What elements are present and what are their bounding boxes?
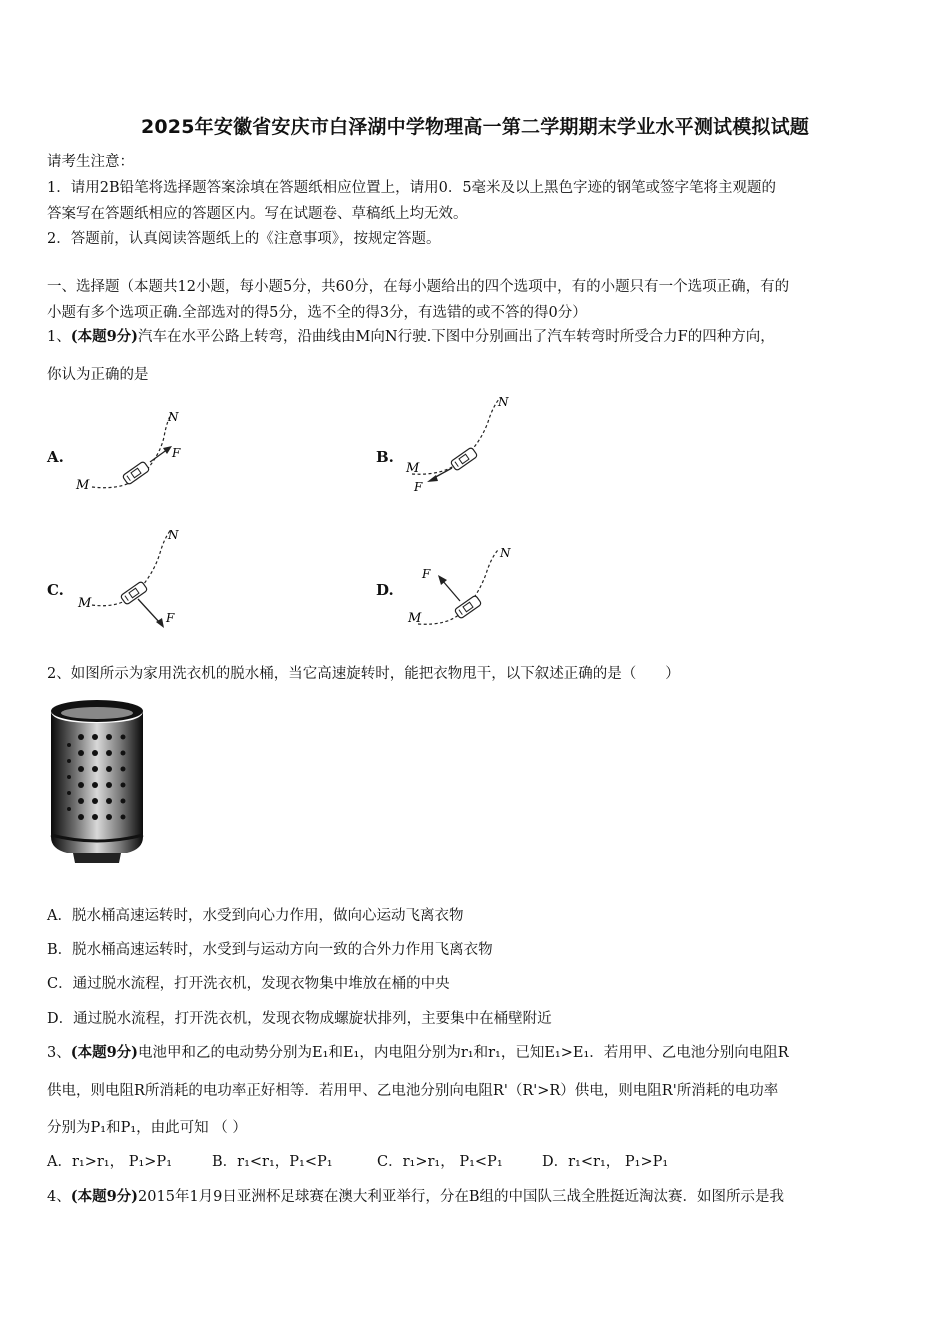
q1-b-m-label: M — [406, 461, 420, 476]
q1-option-b-figure[interactable] — [400, 392, 540, 497]
q1-option-d-label[interactable]: D. — [376, 581, 394, 599]
q3-text-cont-1: 供电，则电阻R所消耗的电功率正好相等．若用甲、乙电池分别向电阻R'（R'>R）供电，则电阻R'所消耗的电功率 — [47, 1083, 779, 1099]
q1-number: 1、 — [47, 329, 71, 345]
q1-text: 汽车在水平公路上转弯，沿曲线由M向N行驶.下图中分别画出了汽车转弯时所受合力F的四种方向， — [138, 329, 775, 345]
q3-option-b[interactable]: B．r₁<r₁，P₁<P₁ — [212, 1154, 333, 1170]
q4-text: 2015年1月9日亚洲杯足球赛在澳大利亚举行，分在B组的中国队三战全胜挺近淘汰赛．如图所示是我 — [138, 1189, 785, 1205]
section-heading-cont: 小题有多个选项正确.全部选对的得5分，选不全的得3分，有选错的或不答的得0分） — [47, 305, 587, 321]
q1-b-f-label: F — [414, 480, 423, 494]
q1-c-n-label: N — [168, 528, 179, 542]
q2-option-c[interactable]: C．通过脱水流程，打开洗衣机，发现衣物集中堆放在桶的中央 — [47, 976, 450, 992]
question-2: 2、如图所示为家用洗衣机的脱水桶，当它高速旋转时，能把衣物甩干，以下叙述正确的是（ ） — [47, 666, 680, 682]
notice-item-1-cont: 答案写在答题纸相应的答题区内。写在试题卷、草稿纸上均无效。 — [47, 206, 468, 222]
q1-option-b-label[interactable]: B. — [376, 448, 394, 466]
question-1 — [47, 327, 909, 347]
q1-d-n-label: N — [500, 546, 511, 560]
notice-heading: 请考生注意： — [47, 154, 134, 170]
question-3 — [47, 1043, 909, 1063]
q1-text-cont: 你认为正确的是 — [47, 367, 149, 383]
q1-option-d-figure[interactable] — [400, 540, 540, 635]
q1-score: (本题9分) — [70, 328, 139, 345]
q4-number: 4、 — [47, 1189, 71, 1205]
q3-option-d[interactable]: D．r₁<r₁， P₁>P₁ — [542, 1154, 669, 1170]
q1-d-f-label: F — [422, 567, 431, 581]
q3-text-cont-2: 分别为P₁和P₁，由此可知 （ ） — [47, 1120, 247, 1136]
q1-a-n-label: N — [168, 410, 179, 424]
q1-a-f-label: F — [172, 446, 181, 460]
q3-number: 3、 — [47, 1045, 71, 1061]
spin-dryer-drum-image — [47, 697, 147, 867]
q3-option-a[interactable]: A．r₁>r₁， P₁>P₁ — [47, 1154, 173, 1170]
q1-d-m-label: M — [408, 611, 422, 626]
q2-option-b[interactable]: B．脱水桶高速运转时，水受到与运动方向一致的合外力作用飞离衣物 — [47, 942, 493, 958]
notice-item-1: 1．请用2B铅笔将选择题答案涂填在答题纸相应位置上，请用0．5毫米及以上黑色字迹的钢笔或签字笔将主观题的 — [47, 180, 777, 196]
q2-option-a[interactable]: A．脱水桶高速运转时，水受到向心力作用，做向心运动飞离衣物 — [47, 908, 464, 924]
q3-option-c[interactable]: C．r₁>r₁， P₁<P₁ — [377, 1154, 503, 1170]
q1-c-f-label: F — [166, 611, 175, 625]
q1-b-n-label: N — [498, 395, 509, 409]
q2-option-d[interactable]: D．通过脱水流程，打开洗衣机，发现衣物成螺旋状排列，主要集中在桶壁附近 — [47, 1011, 552, 1027]
q4-score: (本题9分) — [70, 1188, 139, 1205]
section-heading: 一、选择题（本题共12小题，每小题5分，共60分，在每小题给出的四个选项中，有的小题只有一个选项正确，有的 — [47, 279, 790, 295]
q1-option-a-figure[interactable] — [72, 405, 212, 500]
q3-options — [47, 1152, 909, 1172]
question-4 — [47, 1187, 909, 1207]
q3-text: 电池甲和乙的电动势分别为E₁和E₁，内电阻分别为r₁和r₁，已知E₁>E₁．若用甲、乙电池分别向电阻R — [138, 1045, 789, 1061]
q1-option-c-label[interactable]: C. — [47, 581, 64, 599]
page-title: 2025年安徽省安庆市白泽湖中学物理高一第二学期期末学业水平测试模拟试题 — [140, 116, 810, 138]
q1-option-a-label[interactable]: A. — [47, 448, 64, 466]
q1-option-c-figure[interactable] — [72, 525, 212, 635]
q1-a-m-label: M — [76, 478, 90, 493]
q3-score: (本题9分) — [70, 1044, 139, 1061]
notice-item-2: 2．答题前，认真阅读答题纸上的《注意事项》，按规定答题。 — [47, 231, 441, 247]
q1-c-m-label: M — [78, 596, 92, 611]
